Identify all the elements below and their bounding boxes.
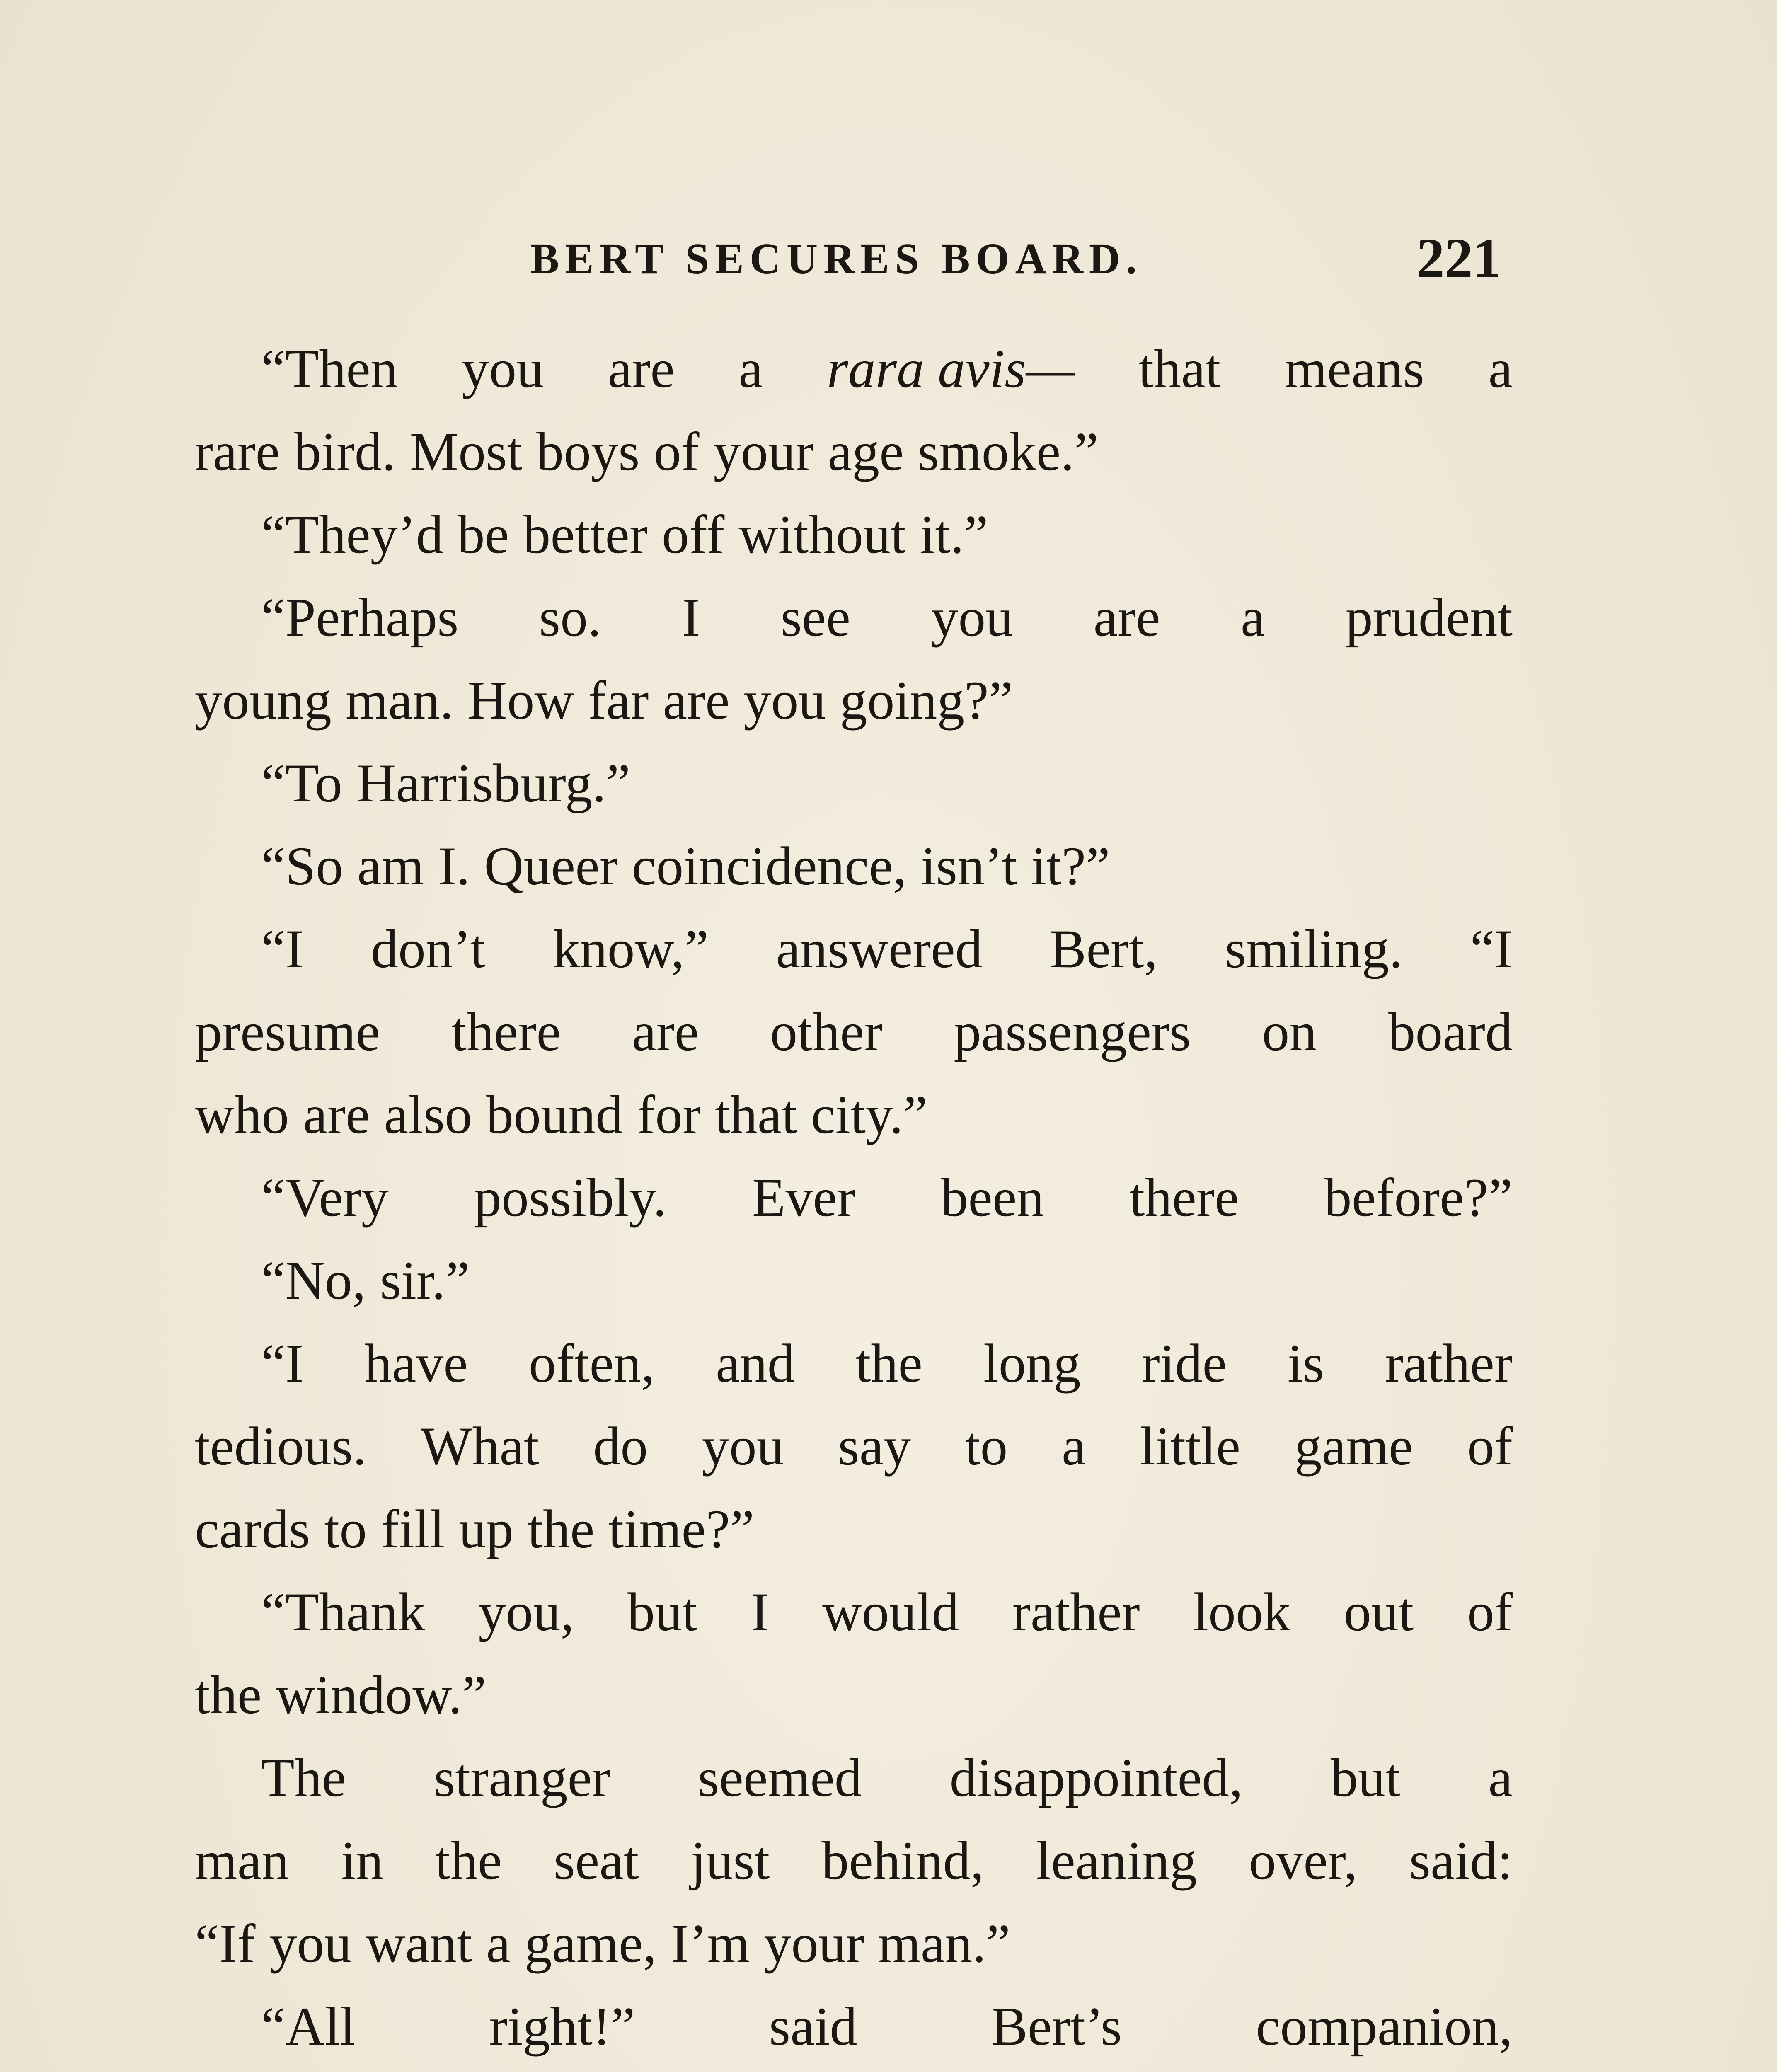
word: know,” <box>552 918 709 979</box>
text-line <box>195 327 1513 410</box>
word: often, <box>528 1333 655 1394</box>
word: “Perhaps <box>261 587 459 648</box>
word: “So <box>261 835 343 896</box>
word: “I <box>261 918 304 979</box>
word: I. <box>438 835 470 896</box>
word: passengers <box>954 1001 1191 1062</box>
word: “All <box>261 1996 356 2057</box>
word: said: <box>1409 1830 1513 1891</box>
word: “They’d <box>261 504 443 565</box>
word: your <box>713 421 814 482</box>
word: long <box>983 1333 1081 1394</box>
word: rare <box>195 421 280 482</box>
word: say <box>838 1416 911 1477</box>
word <box>1212 2068 1294 2072</box>
word: I <box>682 587 700 648</box>
word: a <box>1488 338 1513 399</box>
word: that <box>1138 338 1221 399</box>
text-line <box>195 576 1513 659</box>
word: the <box>855 1333 922 1394</box>
word: “No, <box>261 1250 366 1311</box>
word: Bert, <box>1050 918 1158 979</box>
text-line <box>195 1405 1513 1488</box>
word: going?” <box>840 670 1013 731</box>
word: young <box>195 670 332 731</box>
word: of <box>654 421 700 482</box>
word: that <box>715 1084 797 1145</box>
word: little <box>1140 1416 1241 1477</box>
word: would <box>822 1581 959 1642</box>
word: “Then <box>261 338 398 399</box>
word: tedious. <box>195 1416 367 1477</box>
text-line <box>195 659 1513 742</box>
word: “I <box>1470 918 1513 979</box>
text-line <box>195 1571 1513 1653</box>
word: age <box>828 421 904 482</box>
body-text <box>195 327 1513 2072</box>
word: a <box>486 1913 511 1974</box>
text-line <box>195 410 1513 493</box>
word: rara avis— <box>827 338 1075 399</box>
text-line <box>195 1736 1513 1819</box>
word: and <box>716 1333 795 1394</box>
word: so. <box>539 587 602 648</box>
word: a <box>738 338 763 399</box>
word: over, <box>1249 1830 1358 1891</box>
word: you <box>743 670 826 731</box>
text-line <box>195 1156 1513 1239</box>
word: disappointed, <box>949 1747 1243 1808</box>
word: out <box>1344 1581 1414 1642</box>
word: are <box>1093 587 1160 648</box>
word: companion, <box>1256 1996 1513 2057</box>
word: fill <box>381 1498 445 1559</box>
word: Most <box>409 421 523 482</box>
word: see <box>780 587 851 648</box>
text-line <box>195 1488 1513 1571</box>
word <box>668 2068 810 2072</box>
word: you <box>269 1913 352 1974</box>
word: do <box>593 1416 648 1477</box>
word: am <box>357 835 424 896</box>
word: a <box>1240 587 1265 648</box>
word: seat <box>554 1830 639 1891</box>
running-title: BERT SECURES BOARD. <box>530 235 1143 283</box>
word: without <box>738 504 906 565</box>
word: means <box>1284 338 1424 399</box>
word: a <box>1488 1747 1513 1808</box>
word: you <box>462 338 544 399</box>
word: boys <box>536 421 640 482</box>
word: there <box>1129 1167 1239 1228</box>
word: it?” <box>1031 835 1110 896</box>
word: but <box>627 1581 697 1642</box>
word: time?” <box>608 1498 755 1559</box>
word: Bert’s <box>991 1996 1122 2057</box>
text-line <box>195 1239 1513 1322</box>
text-line <box>195 1985 1513 2068</box>
text-line <box>195 825 1513 908</box>
word: Queer <box>484 835 618 896</box>
word <box>523 2068 591 2072</box>
word: the <box>195 1664 262 1725</box>
word: leaning <box>1036 1830 1197 1891</box>
word: Harrisburg.” <box>356 753 631 813</box>
word: “Very <box>261 1167 389 1228</box>
text-line <box>195 1073 1513 1156</box>
word: smoke.” <box>918 421 1099 482</box>
page-header <box>0 226 1777 288</box>
word: smiling. <box>1225 918 1403 979</box>
word: of <box>1467 1416 1513 1477</box>
word: “If <box>195 1913 256 1974</box>
text-line <box>195 2068 1513 2072</box>
text-line <box>195 742 1513 825</box>
word: The <box>261 1747 346 1808</box>
word: rather <box>1012 1581 1140 1642</box>
word: prudent <box>1345 587 1513 648</box>
word: a <box>1062 1416 1086 1477</box>
text-line <box>195 1902 1513 1985</box>
word: possibly. <box>474 1167 667 1228</box>
word: also <box>384 1084 472 1145</box>
word: want <box>366 1913 472 1974</box>
word: is <box>1288 1333 1324 1394</box>
word <box>886 2068 1005 2072</box>
word: answered <box>776 918 983 979</box>
word: on <box>1262 1001 1317 1062</box>
word: up <box>459 1498 514 1559</box>
word: your <box>764 1913 864 1974</box>
word <box>195 2068 447 2072</box>
word: said <box>769 1996 857 2057</box>
word: city.” <box>811 1084 927 1145</box>
word: far <box>588 670 649 731</box>
word: are <box>303 1084 370 1145</box>
word: look <box>1193 1581 1290 1642</box>
word: of <box>1467 1581 1513 1642</box>
word: “I <box>261 1333 304 1394</box>
word: but <box>1330 1747 1401 1808</box>
word: you <box>702 1416 784 1477</box>
word: right!” <box>489 1996 635 2057</box>
word: there <box>451 1001 561 1062</box>
word <box>1081 2068 1135 2072</box>
word: off <box>661 504 725 565</box>
page-number: 221 <box>1416 227 1501 289</box>
word: you <box>931 587 1013 648</box>
word: What <box>420 1416 539 1477</box>
word: presume <box>195 1001 380 1062</box>
word: man <box>195 1830 289 1891</box>
word: bound <box>486 1084 623 1145</box>
word: game, <box>524 1913 657 1974</box>
word: I’m <box>671 1913 750 1974</box>
word: to <box>965 1416 1008 1477</box>
word: been <box>941 1167 1044 1228</box>
word: before?” <box>1324 1167 1513 1228</box>
word: man.” <box>878 1913 1010 1974</box>
word: “To <box>261 753 343 813</box>
word: ride <box>1141 1333 1227 1394</box>
word: isn’t <box>921 835 1017 896</box>
word: have <box>364 1333 468 1394</box>
word: “Thank <box>261 1581 425 1642</box>
word: the <box>528 1498 595 1559</box>
word <box>1370 2068 1513 2072</box>
word: better <box>523 504 648 565</box>
word: bird. <box>294 421 396 482</box>
word: it.” <box>920 504 988 565</box>
text-line <box>195 1653 1513 1736</box>
word: to <box>324 1498 367 1559</box>
text-line <box>195 1819 1513 1902</box>
word: cards <box>195 1498 310 1559</box>
word: be <box>457 504 509 565</box>
word: for <box>637 1084 701 1145</box>
word: sir.” <box>380 1250 470 1311</box>
text-line <box>195 493 1513 576</box>
word: don’t <box>370 918 486 979</box>
word: board <box>1388 1001 1513 1062</box>
word: stranger <box>434 1747 610 1808</box>
word: you, <box>478 1581 574 1642</box>
text-line <box>195 1322 1513 1405</box>
word: window.” <box>276 1664 487 1725</box>
word: in <box>341 1830 383 1891</box>
word: How <box>467 670 574 731</box>
word: are <box>663 670 730 731</box>
word: who <box>195 1084 289 1145</box>
word: seemed <box>697 1747 862 1808</box>
word: are <box>632 1001 699 1062</box>
word: game <box>1294 1416 1413 1477</box>
word: behind, <box>821 1830 984 1891</box>
word: man. <box>346 670 454 731</box>
word: rather <box>1385 1333 1513 1394</box>
word: other <box>770 1001 883 1062</box>
word: Ever <box>752 1167 855 1228</box>
text-line <box>195 990 1513 1073</box>
text-line <box>195 908 1513 990</box>
word: coincidence, <box>632 835 907 896</box>
word: just <box>690 1830 770 1891</box>
word: I <box>751 1581 769 1642</box>
word: are <box>608 338 675 399</box>
word: the <box>435 1830 502 1891</box>
